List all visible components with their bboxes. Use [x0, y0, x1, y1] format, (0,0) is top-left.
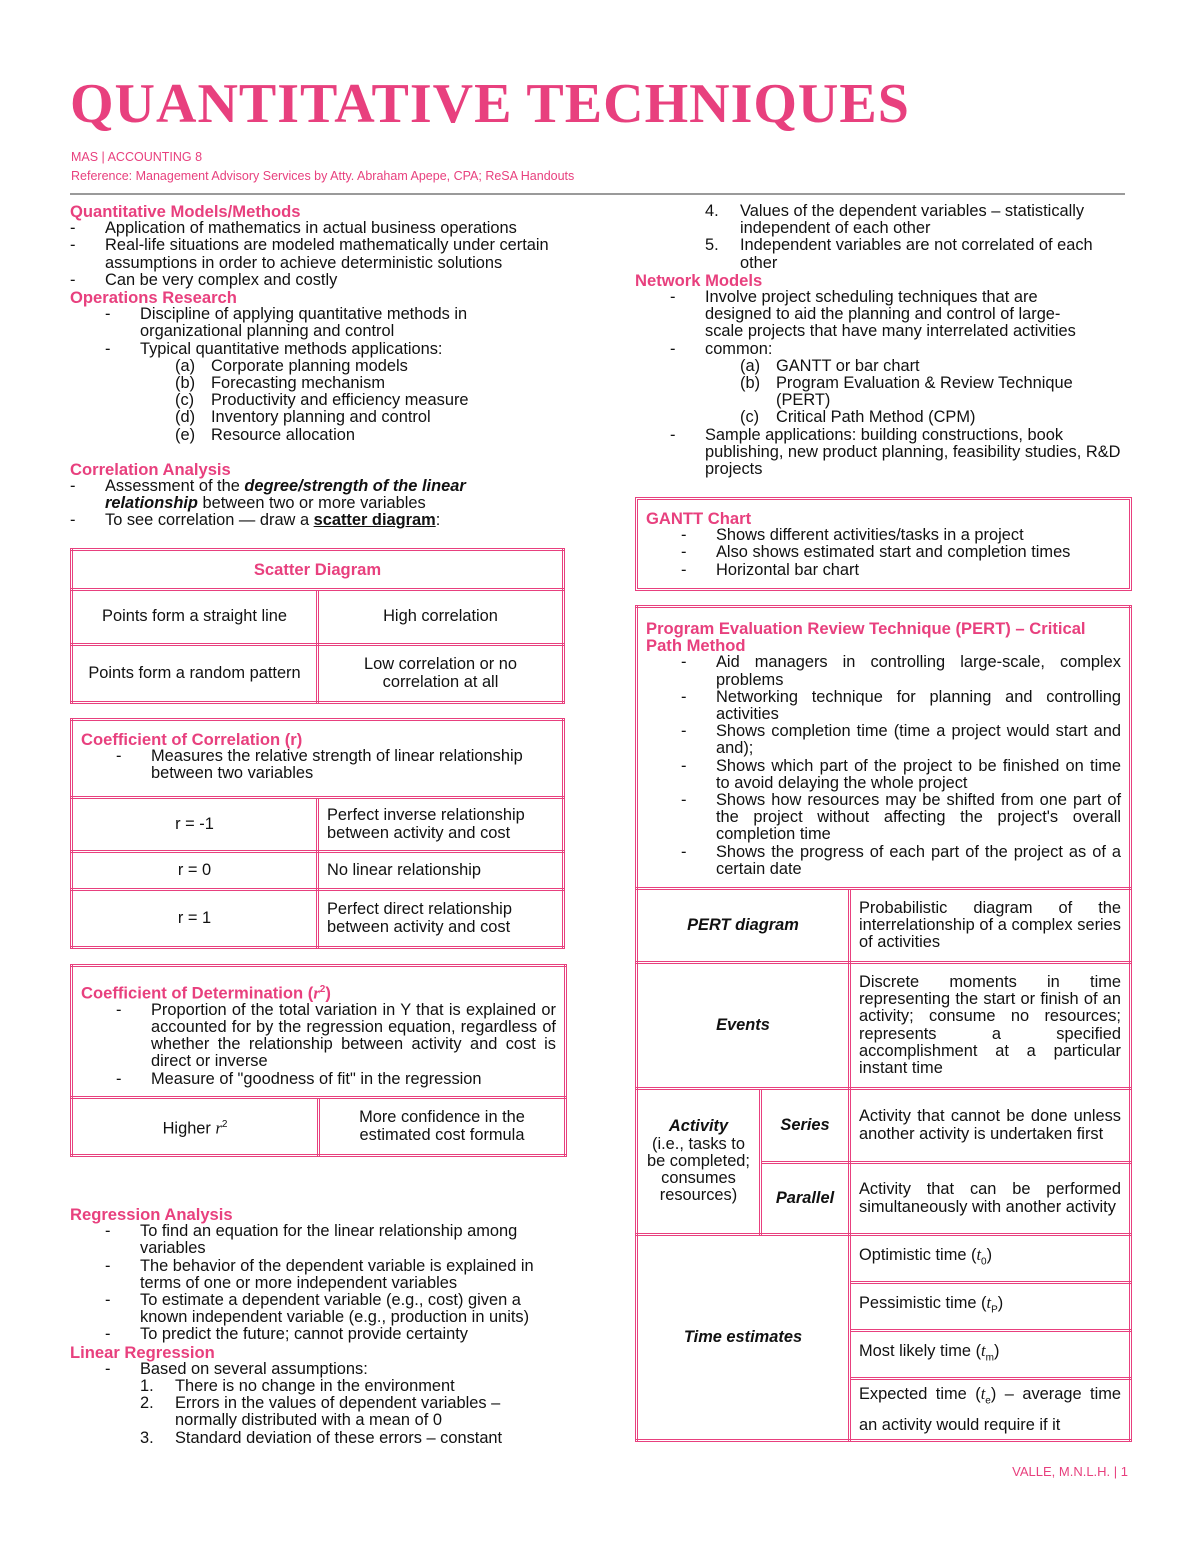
- table-cell: Low correlation or no correlation at all: [318, 645, 564, 703]
- table-cell: r = 0: [72, 852, 318, 890]
- list-item: (b) Program Evaluation & Review Technique (PERT): [740, 374, 1073, 410]
- gantt-chart-heading: GANTT Chart: [646, 509, 752, 528]
- expected-time: Expected time $(t_e)$ – average time an activity would require if it: [850, 1379, 1131, 1441]
- list-item: - Measures the relative strength of linear relationship between two variables: [116, 747, 523, 783]
- regression-section: [70, 1206, 570, 1447]
- table-cell: r = -1: [72, 798, 318, 852]
- most-likely-time: Most likely time $(t_m)$: [850, 1331, 1131, 1379]
- list-item: 2. Errors in the values of dependent variables – normally distributed with a mean of 0: [140, 1394, 501, 1430]
- reference-line: Reference: Management Advisory Services by Atty. Abraham Apepe, CPA; ReSA Handouts: [71, 169, 575, 183]
- list-item: - Networking technique for planning and controlling activities: [681, 687, 1121, 724]
- list-item: 4. Values of the dependent variables – statistically independent of each other: [705, 202, 1085, 238]
- pessimistic-time: Pessimistic time $(t_P)$: [850, 1283, 1131, 1331]
- list-item: 1. There is no change in the environment: [140, 1377, 455, 1396]
- series-description: Activity that cannot be done unless another activity is undertaken first: [850, 1089, 1131, 1163]
- page-footer: VALLE, M.N.L.H. | 1: [1012, 1464, 1128, 1479]
- list-item: (e) Resource allocation: [175, 425, 355, 444]
- list-item: - To see correlation — draw a scatter diagram:: [70, 511, 441, 530]
- pert-cpm-heading: Program Evaluation Review Technique (PERT) – Critical Path Method: [646, 619, 1086, 656]
- correlation-analysis-heading: Correlation Analysis: [70, 459, 231, 479]
- list-item: - Shows the progress of each part of the project as of a certain date: [681, 842, 1121, 878]
- list-item: - Horizontal bar chart: [681, 560, 860, 579]
- linear-regression-heading: Linear Regression: [70, 1342, 215, 1362]
- list-item: - Sample applications: building constructions, book publishing, new product planning, feasibility studies, R&D projects: [670, 425, 1121, 479]
- table-cell: r = 1: [72, 890, 318, 948]
- list-item: - Assessment of the degree/strength of the linear relationship between two or more variables: [70, 477, 466, 513]
- table-cell: Perfect direct relationship between activity and cost: [318, 890, 564, 948]
- list-item: - To estimate a dependent variable (e.g., cost) given a known independent variable (e.g., production in units): [105, 1291, 530, 1327]
- table-cell: High correlation: [318, 590, 564, 645]
- list-item: 5. Independent variables are not correlated of each other: [705, 236, 1093, 272]
- list-item: - Can be very complex and costly: [70, 270, 338, 289]
- activity-label-cell: Activity (i.e., tasks to be completed; consumes resources): [637, 1089, 761, 1235]
- coefficient-of-determination-heading: Coefficient of Determination $(r^2)$: [81, 983, 331, 1003]
- list-item: (c) Productivity and efficiency measure: [175, 391, 469, 410]
- time-estimates-label: Time estimates: [637, 1235, 850, 1441]
- series-label: Series: [761, 1089, 850, 1163]
- list-item: - Involve project scheduling techniques that are designed to aid the planning and control of large-scale projects that have many interrelated activities: [670, 288, 1076, 341]
- pert-diagram-label: PERT diagram: [637, 889, 850, 963]
- right-column: [635, 203, 1130, 478]
- list-item: (d) Inventory planning and control: [175, 408, 431, 427]
- events-label: Events: [637, 963, 850, 1089]
- pert-diagram-description: Probabilistic diagram of the interrelationship of a complex series of activities: [850, 889, 1131, 963]
- left-column: [70, 203, 570, 530]
- list-item: - To find an equation for the linear relationship among variables: [105, 1222, 518, 1258]
- coefficient-of-correlation-table: [70, 718, 565, 949]
- parallel-label: Parallel: [761, 1163, 850, 1235]
- scatter-diagram-table: [70, 548, 565, 704]
- events-description: Discrete moments in time representing the start or finish of an activity; consume no resources; represents a specified accomplishment at a particular instant time: [850, 963, 1131, 1089]
- gantt-chart-box: [635, 497, 1132, 591]
- list-item: 3. Standard deviation of these errors – constant: [140, 1428, 503, 1447]
- list-item: - Proportion of the total variation in Y that is explained or accounted for by the regression equation, regardless of whether the relationship between activity and cost is direct or inverse: [116, 1000, 556, 1071]
- regression-analysis-heading: Regression Analysis: [70, 1205, 233, 1224]
- table-cell: Perfect inverse relationship between activity and cost: [318, 798, 564, 852]
- list-item: - Real-life situations are modeled mathematically under certain assumptions in order to achieve deterministic solutions: [70, 236, 549, 272]
- list-item: (a) Corporate planning models: [175, 356, 408, 375]
- list-item: - Discipline of applying quantitative methods in organizational planning and control: [105, 305, 468, 341]
- list-item: - Aid managers in controlling large-scale, complex problems: [681, 653, 1121, 689]
- pert-cpm-table: [635, 605, 1132, 1442]
- list-item: - Shows completion time (time a project would start and and);: [681, 722, 1121, 758]
- optimistic-time: Optimistic time $(t_0)$: [850, 1235, 1131, 1283]
- scatter-diagram-title: Scatter Diagram: [72, 550, 564, 590]
- table-cell: Points form a straight line: [72, 590, 318, 645]
- list-item: - Shows how resources may be shifted from one part of the project without affecting the project's overall completion time: [681, 791, 1121, 844]
- list-item: - common:: [670, 339, 773, 358]
- course-line: MAS | ACCOUNTING 8: [71, 150, 203, 164]
- parallel-description: Activity that can be performed simultaneously with another activity: [850, 1163, 1131, 1235]
- header-divider: [70, 193, 1125, 195]
- list-item: - To predict the future; cannot provide certainty: [105, 1325, 468, 1344]
- table-cell: More confidence in the estimated cost formula: [319, 1098, 566, 1156]
- table-cell: No linear relationship: [318, 852, 564, 890]
- list-item: - Measure of "goodness of fit" in the regression: [116, 1069, 482, 1088]
- table-cell: Points form a random pattern: [72, 645, 318, 703]
- quantitative-models-heading: Quantitative Models/Methods: [70, 202, 301, 221]
- page-title: QUANTITATIVE TECHNIQUES: [70, 73, 910, 135]
- network-models-heading: Network Models: [635, 270, 763, 290]
- list-item: (c) Critical Path Method (CPM): [740, 408, 976, 427]
- list-item: - Typical quantitative methods applications:: [105, 339, 443, 358]
- list-item: - The behavior of the dependent variable is explained in terms of one or more independent variables: [105, 1256, 534, 1292]
- operations-research-heading: Operations Research: [70, 288, 237, 308]
- list-item: (b) Forecasting mechanism: [175, 374, 385, 393]
- coefficient-of-correlation-heading: Coefficient of Correlation (r): [81, 730, 303, 749]
- list-item: - Application of mathematics in actual business operations: [70, 219, 517, 238]
- list-item: - Shows which part of the project to be finished on time to avoid delaying the whole project: [681, 756, 1121, 792]
- list-item: - Based on several assumptions:: [105, 1359, 368, 1378]
- table-cell: Higher $r^2$: [72, 1098, 319, 1156]
- list-item: - Also shows estimated start and completion times: [681, 543, 1071, 562]
- coefficient-of-determination-table: [70, 964, 567, 1157]
- list-item: (a) GANTT or bar chart: [740, 356, 920, 375]
- list-item: - Shows different activities/tasks in a project: [681, 526, 1024, 545]
